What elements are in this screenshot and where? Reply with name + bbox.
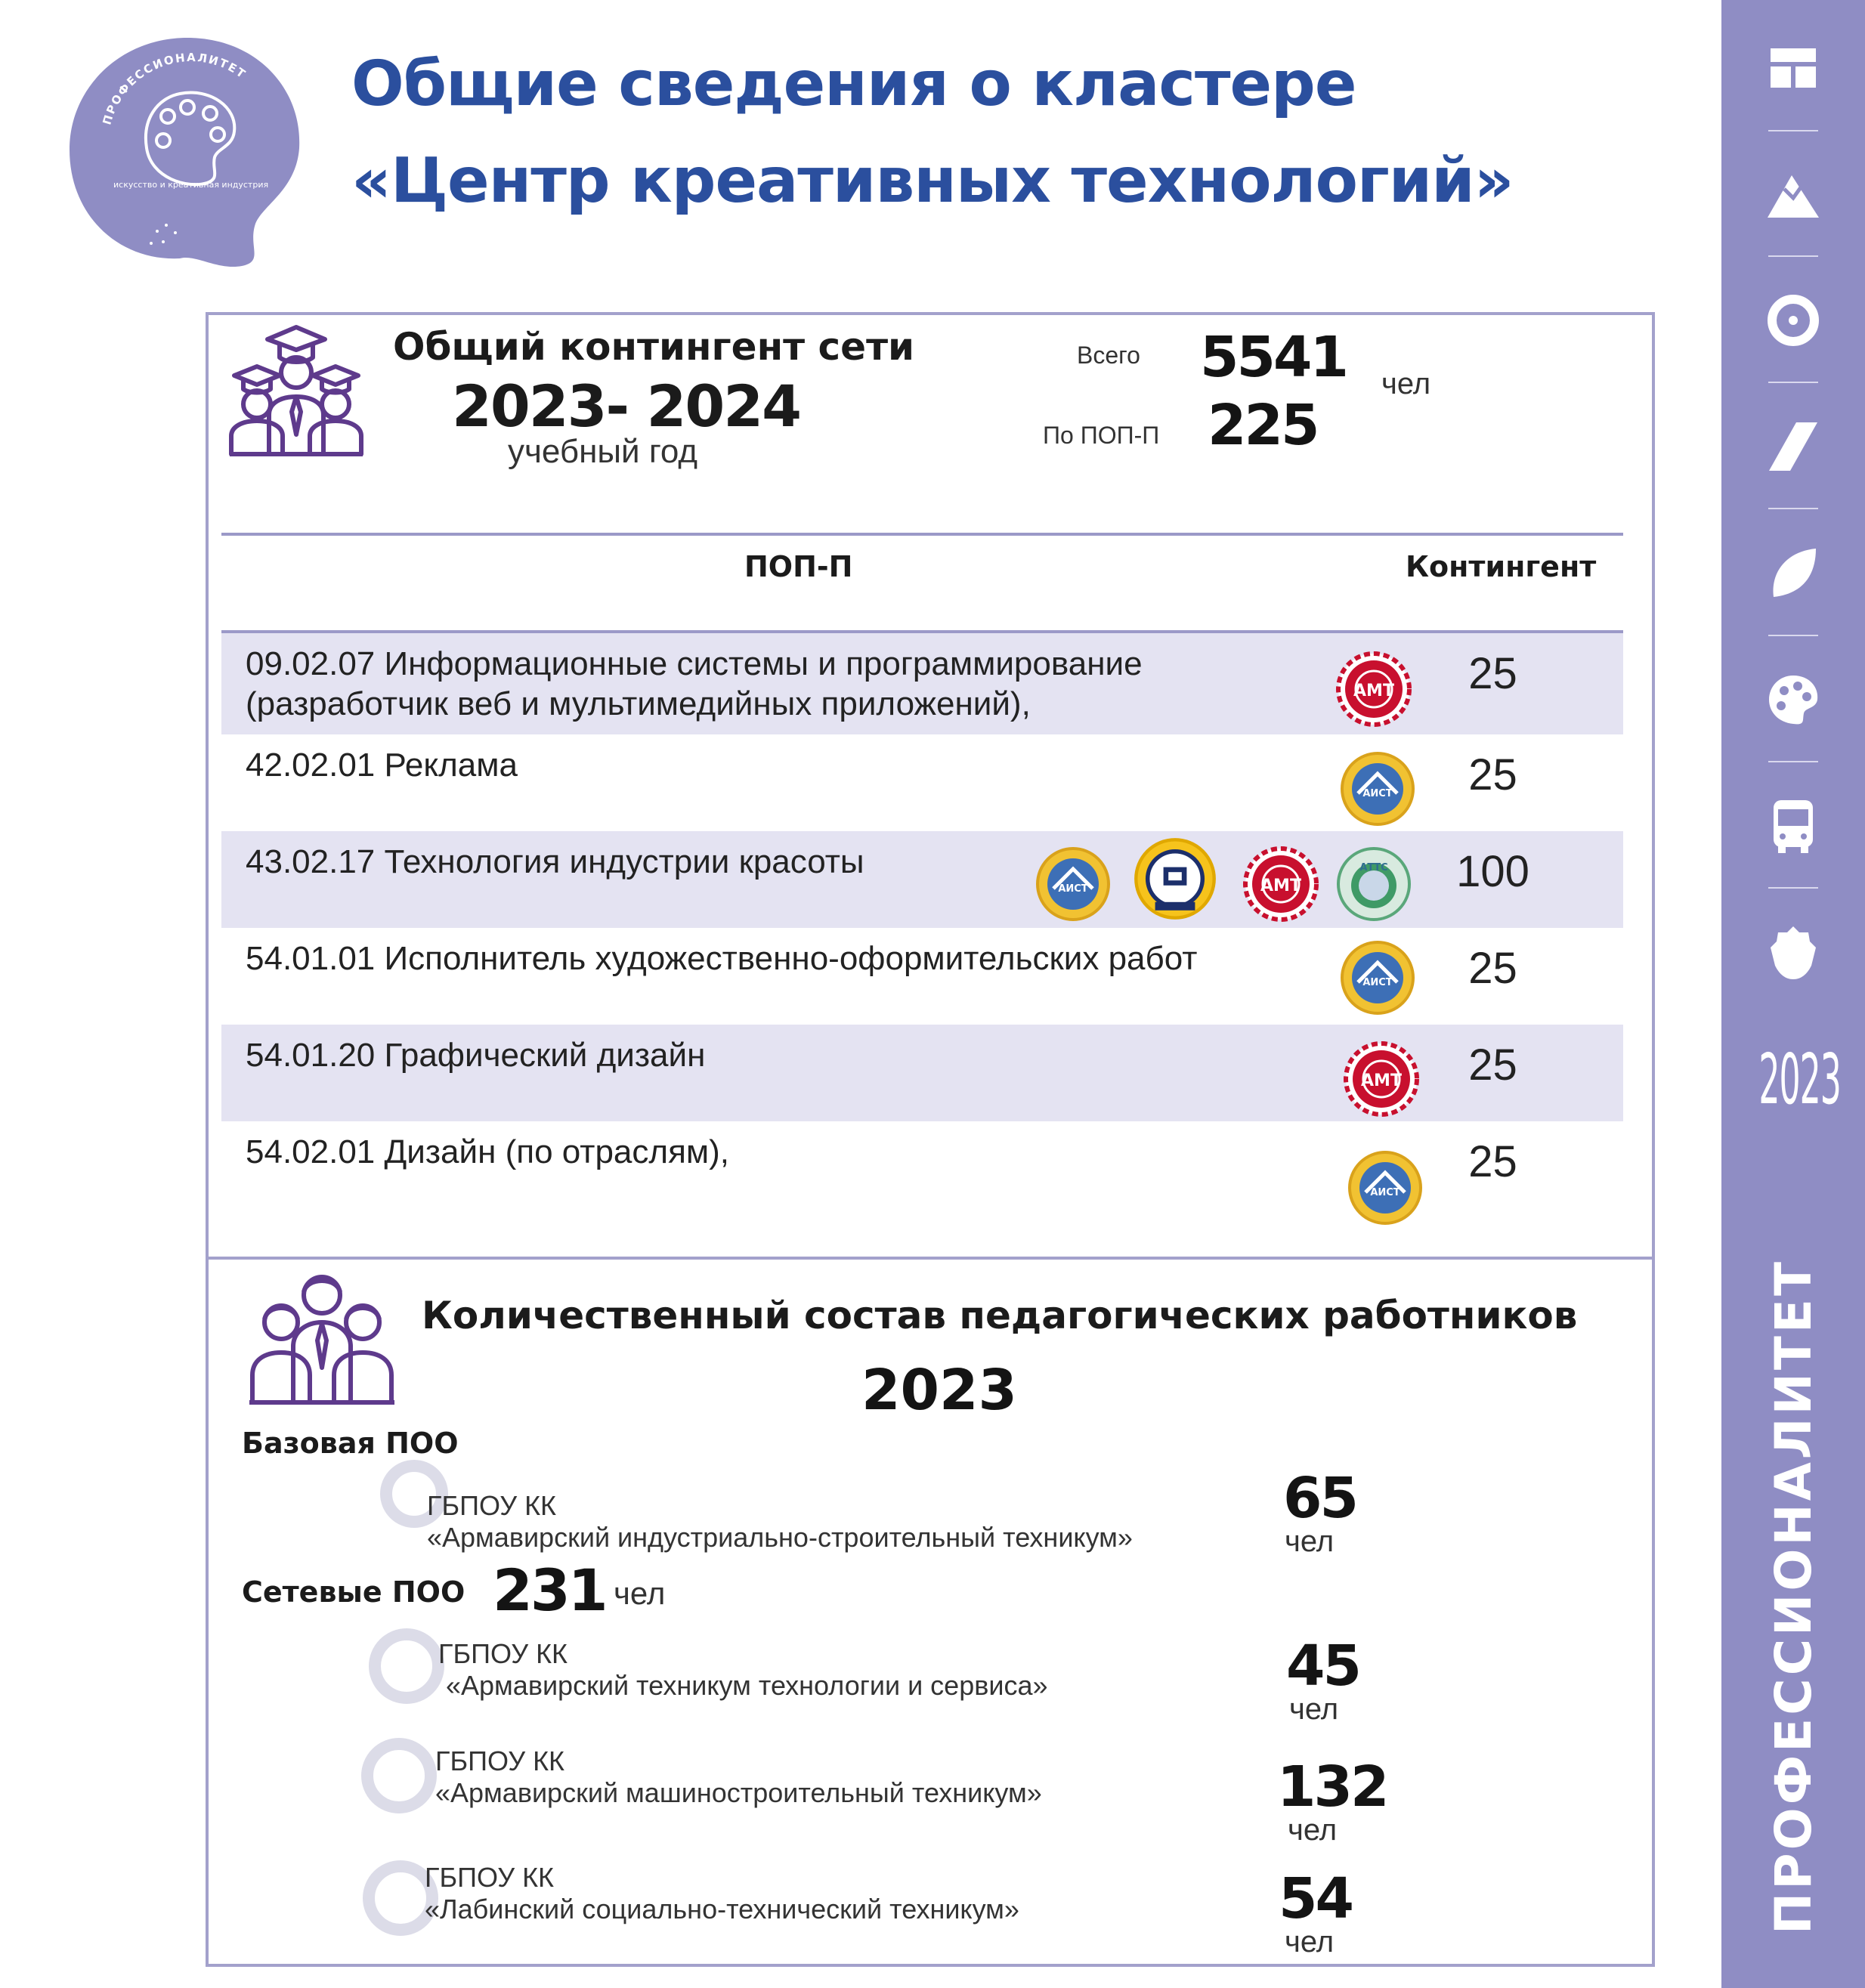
page-title (351, 36, 1514, 230)
total-value: 5541 (1200, 325, 1347, 390)
contingent-unit: чел (1381, 367, 1431, 400)
org-name: «Армавирский техникум технологии и сервиса» (446, 1670, 1048, 1701)
slash-icon (1763, 416, 1823, 477)
org-staff-unit: чел (1288, 1813, 1338, 1847)
mountain-icon (1763, 165, 1823, 225)
svg-text:АИСТ: АИСТ (1362, 977, 1393, 988)
table-top-rule (221, 533, 1623, 536)
base-poo-label: Базовая ПОО (242, 1427, 459, 1460)
amt-badge (1243, 846, 1319, 922)
network-total: 231 (493, 1557, 606, 1624)
aist-badge (1340, 940, 1415, 1016)
row-count: 25 (1468, 750, 1517, 799)
row-program-detail: (разработчик веб и мультимедийных приложений), (246, 685, 1031, 722)
col-header-program: ПОП-П (744, 550, 853, 583)
aist-badge (1035, 846, 1111, 922)
bus-icon (1763, 796, 1823, 856)
pop-label: По ПОП-П (1043, 422, 1160, 449)
row-program: 54.02.01 Дизайн (по отраслям), (246, 1133, 730, 1170)
svg-text:АТТС: АТТС (1359, 862, 1388, 873)
svg-text:АМТ: АМТ (1361, 1071, 1402, 1090)
row-count: 25 (1468, 944, 1517, 993)
org-ring (361, 1738, 437, 1813)
graduates-icon (227, 321, 367, 461)
svg-text:АИСТ: АИСТ (1362, 788, 1393, 799)
org-type: ГБПОУ КК (435, 1745, 565, 1776)
total-label: Всего (1077, 342, 1140, 369)
pop-value: 225 (1208, 393, 1318, 458)
org-ring (369, 1628, 444, 1704)
org-staff-unit: чел (1289, 1693, 1339, 1726)
amst-badge (1134, 837, 1217, 920)
row-program: 54.01.01 Исполнитель художественно-оформительских работ (246, 940, 1198, 977)
network-poo-label: Сетевые ПОО (242, 1575, 465, 1609)
table-row (221, 831, 1623, 928)
org-staff-count: 65 (1283, 1466, 1356, 1531)
amt-badge (1344, 1041, 1419, 1117)
network-unit: чел (614, 1575, 666, 1611)
shield-icon (1763, 922, 1823, 982)
staff-group-icon (246, 1269, 397, 1405)
aist-badge (1340, 751, 1415, 827)
org-staff-unit: чел (1285, 1525, 1335, 1558)
org-name: «Армавирский машиностроительный техникум» (435, 1777, 1042, 1808)
contingent-subtitle: учебный год (508, 433, 698, 470)
sidebar (1721, 0, 1865, 1988)
row-count: 25 (1468, 649, 1517, 698)
staff-year: 2023 (861, 1358, 1017, 1423)
atts-badge (1336, 846, 1412, 922)
svg-text:АМТ: АМТ (1353, 682, 1394, 700)
aist-badge (1347, 1150, 1423, 1226)
amt-badge (1336, 651, 1412, 727)
page-title-line1: Общие сведения о кластере (351, 48, 1356, 120)
svg-text:АИСТ: АИСТ (1370, 1187, 1400, 1198)
org-staff-count: 132 (1277, 1755, 1387, 1819)
row-count: 25 (1468, 1040, 1517, 1090)
svg-text:искусство и креативная индустр: искусство и креативная индустрия (113, 180, 269, 190)
row-program: 54.01.20 Графический дизайн (246, 1037, 706, 1074)
org-type: ГБПОУ КК (427, 1490, 557, 1521)
contingent-title: Общий контингент сети (393, 325, 915, 369)
org-staff-unit: чел (1285, 1925, 1335, 1959)
grid-icon (1763, 38, 1823, 98)
row-program: 43.02.17 Технология индустрии красоты (246, 843, 864, 880)
staff-title: Количественный состав педагогических работников (422, 1294, 1578, 1337)
professionalitet-logo (66, 35, 308, 269)
target-icon (1763, 290, 1823, 351)
svg-text:ПРОФЕССИОНАЛИТЕТ: ПРОФЕССИОНАЛИТЕТ (100, 51, 249, 127)
leaf-icon (1763, 543, 1823, 603)
sidebar-brand: ПРОФЕССИОНАЛИТЕТ (1764, 1259, 1823, 1934)
palette-icon (1763, 669, 1823, 730)
org-type: ГБПОУ КК (438, 1638, 568, 1669)
org-name: «Лабинский социально-технический техникум» (425, 1894, 1019, 1925)
org-type: ГБПОУ КК (425, 1862, 555, 1893)
row-program: 09.02.07 Информационные системы и программирование (246, 645, 1143, 682)
row-program: 42.02.01 Реклама (246, 747, 518, 784)
page-title-line2: «Центр креативных технологий» (351, 145, 1514, 217)
svg-text:АМТ: АМТ (1260, 877, 1301, 895)
row-count: 25 (1468, 1137, 1517, 1186)
col-header-count: Контингент (1406, 550, 1597, 583)
svg-text:АИСТ: АИСТ (1058, 883, 1088, 895)
org-staff-count: 54 (1279, 1866, 1352, 1931)
contingent-years: 2023- 2024 (452, 373, 801, 440)
sidebar-year: 2023 (1758, 1039, 1841, 1120)
org-name: «Армавирский индустриально-строительный техникум» (427, 1522, 1133, 1553)
table-row (221, 633, 1623, 734)
org-staff-count: 45 (1286, 1634, 1359, 1699)
row-count: 100 (1456, 847, 1529, 896)
